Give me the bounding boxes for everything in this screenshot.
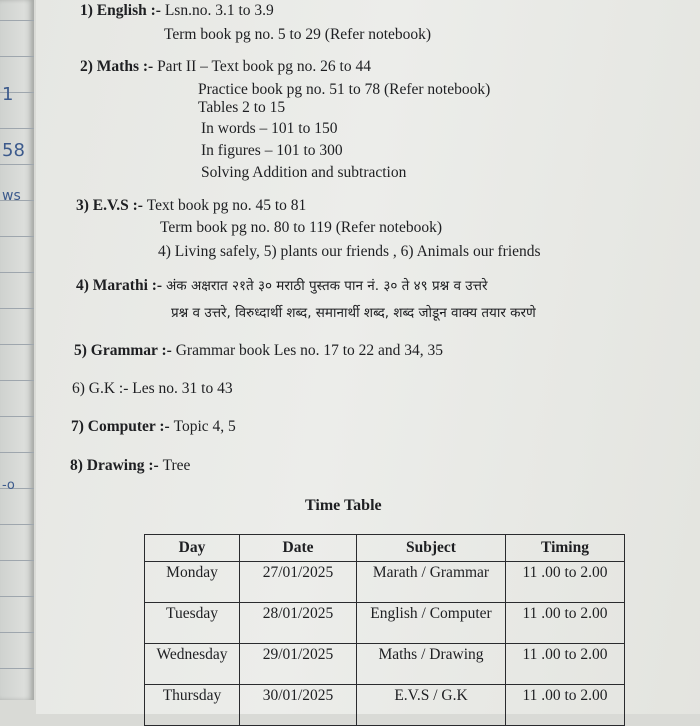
grammar-heading: 5) Grammar :- Grammar book Les no. 17 to 22 and 34, 35 xyxy=(74,342,444,359)
margin-mark: ws xyxy=(2,188,21,204)
maths-line: Solving Addition and subtraction xyxy=(201,164,407,181)
gk-heading: 6) G.K :- Les no. 31 to 43 xyxy=(72,380,233,397)
cell-subject: Marath / Grammar xyxy=(357,562,506,603)
header-day: Day xyxy=(145,535,240,562)
cell-timing: 11 .00 to 2.00 xyxy=(506,603,625,644)
cell-day: Thursday xyxy=(145,685,240,726)
header-subject: Subject xyxy=(357,535,506,562)
cell-subject: E.V.S / G.K xyxy=(357,685,506,726)
maths-heading: 2) Maths :- Part II – Text book pg no. 26 to 44 xyxy=(80,58,371,75)
cell-timing: 11 .00 to 2.00 xyxy=(506,562,625,603)
cell-subject: Maths / Drawing xyxy=(357,644,506,685)
english-heading: 1) English :- Lsn.no. 3.1 to 3.9 xyxy=(80,2,274,19)
maths-line: In words – 101 to 150 xyxy=(201,120,338,137)
table-row xyxy=(145,603,625,644)
timetable-header-row xyxy=(145,535,625,562)
maths-line: Practice book pg no. 51 to 78 (Refer notebook) xyxy=(198,81,491,98)
margin-mark: 1 xyxy=(2,84,14,105)
header-date: Date xyxy=(240,535,357,562)
cell-timing: 11 .00 to 2.00 xyxy=(506,685,625,726)
margin-mark: 58 xyxy=(2,140,25,161)
cell-timing: 11 .00 to 2.00 xyxy=(506,644,625,685)
english-line: Term book pg no. 5 to 29 (Refer notebook) xyxy=(164,26,432,43)
maths-line: Tables 2 to 15 xyxy=(198,99,286,116)
cell-day: Monday xyxy=(145,562,240,603)
margin-mark: -o xyxy=(2,478,15,493)
cell-day: Tuesday xyxy=(145,603,240,644)
cell-date: 27/01/2025 xyxy=(240,562,357,603)
cell-subject: English / Computer xyxy=(357,603,506,644)
header-timing: Timing xyxy=(506,535,625,562)
computer-heading: 7) Computer :- Topic 4, 5 xyxy=(71,418,236,435)
cell-day: Wednesday xyxy=(145,644,240,685)
evs-heading: 3) E.V.S :- Text book pg no. 45 to 81 xyxy=(76,197,307,214)
cell-date: 28/01/2025 xyxy=(240,603,357,644)
drawing-heading: 8) Drawing :- Tree xyxy=(70,457,191,474)
evs-line: Term book pg no. 80 to 119 (Refer notebook) xyxy=(160,219,443,236)
table-row xyxy=(145,685,625,726)
marathi-heading: 4) Marathi :- अंक अक्षरात २१ते ३० मराठी पुस्तक पान नं. ३० ते ४९ प्रश्न व उत्तरे xyxy=(76,277,488,294)
timetable-title: Time Table xyxy=(305,497,382,514)
cell-date: 30/01/2025 xyxy=(240,685,357,726)
notebook-edge xyxy=(0,0,34,700)
marathi-line: प्रश्न व उत्तरे, विरुध्दार्थी शब्द, समानार्थी शब्द, शब्द जोडून वाक्य तयार करणे xyxy=(171,305,536,321)
maths-line: In figures – 101 to 300 xyxy=(201,142,343,159)
table-row xyxy=(145,562,625,603)
timetable xyxy=(144,534,625,726)
evs-line: 4) Living safely, 5) plants our friends , 6) Animals our friends xyxy=(158,243,541,260)
table-row xyxy=(145,644,625,685)
cell-date: 29/01/2025 xyxy=(240,644,357,685)
